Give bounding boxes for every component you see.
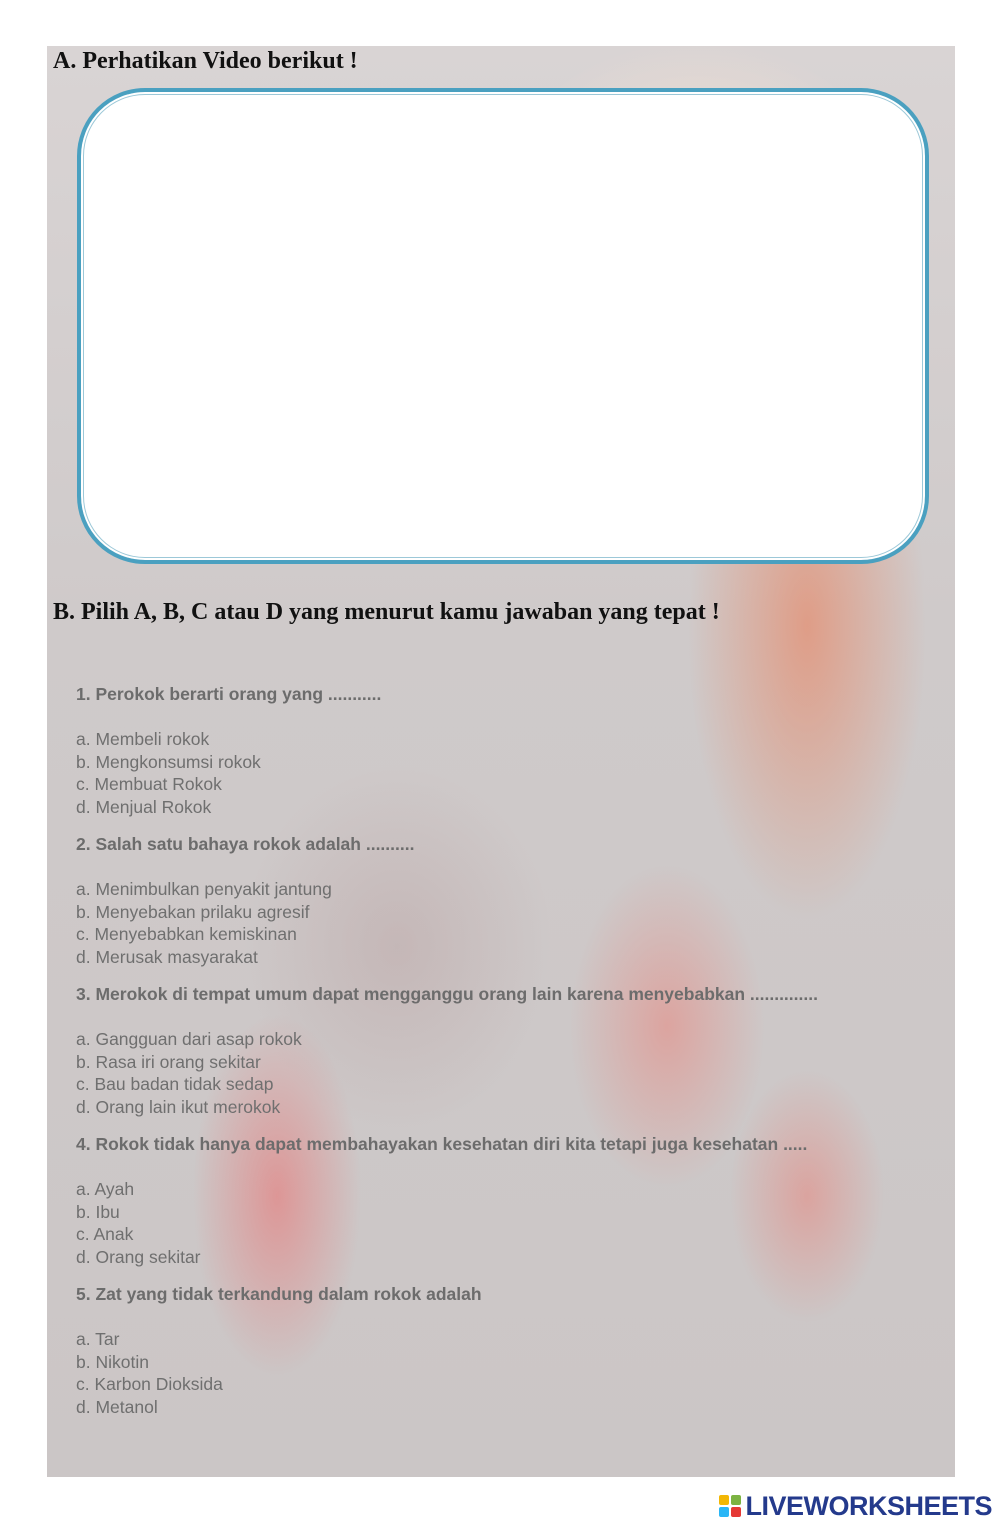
answer-option[interactable]: a. Gangguan dari asap rokok [76, 1029, 302, 1049]
answer-option[interactable]: c. Membuat Rokok [76, 774, 222, 794]
logo-square-yellow [719, 1495, 729, 1505]
question-item [76, 983, 946, 1118]
question-item [76, 1283, 946, 1418]
worksheet-page [47, 46, 955, 1477]
answer-option[interactable]: d. Metanol [76, 1396, 158, 1417]
question-text: 5. Zat yang tidak terkandung dalam rokok adalah [76, 1284, 482, 1304]
answer-option[interactable]: a. Menimbulkan penyakit jantung [76, 879, 332, 899]
question-item [76, 1133, 946, 1268]
question-text: 1. Perokok berarti orang yang ........... [76, 684, 382, 704]
question-text: 4. Rokok tidak hanya dapat membahayakan kesehatan diri kita tetapi juga kesehatan ..... [76, 1134, 808, 1154]
question-item [76, 833, 946, 968]
section-a-heading: A. Perhatikan Video berikut ! [53, 48, 358, 74]
section-b-heading: B. Pilih A, B, C atau D yang menurut kamu jawaban yang tepat ! [53, 599, 720, 625]
answer-option[interactable]: c. Bau badan tidak sedap [76, 1074, 274, 1094]
brand-name: LIVEWORKSHEETS [745, 1490, 992, 1521]
answer-option[interactable]: b. Menyebakan prilaku agresif [76, 901, 310, 922]
logo-square-red [731, 1507, 741, 1517]
answer-option[interactable]: d. Menjual Rokok [76, 796, 212, 817]
question-item [76, 683, 946, 818]
liveworksheets-logo[interactable] [719, 1489, 992, 1523]
question-text: 3. Merokok di tempat umum dapat mengganggu orang lain karena menyebabkan .............. [76, 984, 818, 1004]
logo-square-blue [719, 1507, 729, 1517]
answer-option[interactable]: b. Nikotin [76, 1351, 149, 1372]
answer-option[interactable]: b. Ibu [76, 1201, 120, 1222]
answer-option[interactable]: a. Tar [76, 1329, 120, 1349]
answer-option[interactable]: d. Merusak masyarakat [76, 946, 258, 967]
answer-option[interactable]: a. Ayah [76, 1179, 135, 1199]
logo-square-green [731, 1495, 741, 1505]
answer-option[interactable]: a. Membeli rokok [76, 729, 210, 749]
answer-option[interactable]: b. Rasa iri orang sekitar [76, 1051, 261, 1072]
answer-option[interactable]: c. Karbon Dioksida [76, 1374, 223, 1394]
answer-option[interactable]: b. Mengkonsumsi rokok [76, 751, 261, 772]
video-frame[interactable] [77, 88, 929, 564]
answer-option[interactable]: d. Orang lain ikut merokok [76, 1096, 281, 1117]
question-text: 2. Salah satu bahaya rokok adalah .......... [76, 834, 415, 854]
answer-option[interactable]: d. Orang sekitar [76, 1246, 201, 1267]
answer-option[interactable]: c. Anak [76, 1224, 134, 1244]
question-list [76, 683, 946, 1433]
answer-option[interactable]: c. Menyebabkan kemiskinan [76, 924, 297, 944]
liveworksheets-logo-icon [719, 1495, 741, 1517]
